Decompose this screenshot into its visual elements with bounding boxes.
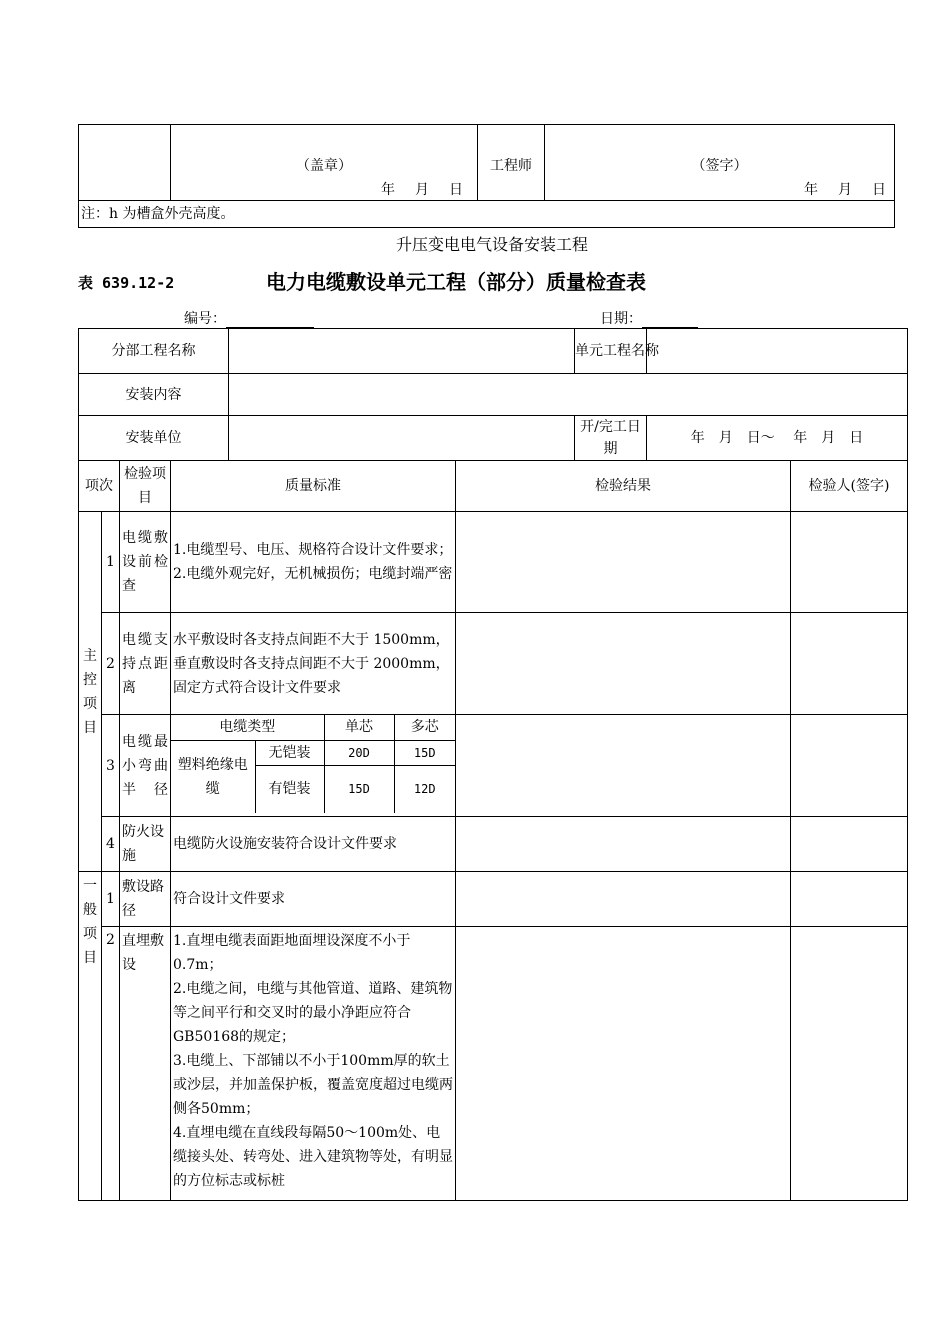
general-item-2-standard: 1.直埋电缆表面距地面埋设深度不小于0.7m； 2.电缆之间，电缆与其他管道、道路、建筑物等之间平行和交叉时的最小净距应符合GB50168的规定； 3.电缆上、下部铺以不小于100mm厚的软土或沙层，并加盖保护板，覆盖宽度超过电缆两侧各50mm； 4.直埋电缆在直线段每隔50～100m处、电缆接头处、转弯处、进入建筑物等处，有明显的方位标志或标桩 bbox=[171, 927, 456, 1201]
col-standard: 质量标准 bbox=[171, 461, 456, 512]
main-group-label: 主控项目 bbox=[79, 512, 102, 872]
main-item-4-name: 防火设施 bbox=[120, 817, 171, 872]
install-unit-label: 安装单位 bbox=[79, 416, 229, 461]
main-item-2-name: 电缆支持点距离 bbox=[120, 613, 171, 715]
main-item-1-inspector[interactable] bbox=[791, 512, 908, 613]
general-item-1-standard: 符合设计文件要求 bbox=[171, 872, 456, 927]
general-item-1-name: 敷设路径 bbox=[120, 872, 171, 927]
seal-cell bbox=[171, 125, 478, 201]
general-item-1-inspector[interactable] bbox=[791, 872, 908, 927]
main-item-3-inspector[interactable] bbox=[791, 715, 908, 817]
general-item-1-result[interactable] bbox=[456, 872, 791, 927]
table-number: 表 639.12-2 bbox=[78, 274, 175, 292]
number-blank[interactable] bbox=[226, 313, 314, 328]
start-end-label: 开/完工日期 bbox=[575, 416, 647, 461]
unit-project-value[interactable] bbox=[647, 329, 908, 374]
general-item-2-name: 直埋敷设 bbox=[120, 927, 171, 1201]
bend-radius-table bbox=[171, 715, 455, 813]
bend-radius-cell bbox=[171, 715, 456, 817]
signature-table bbox=[78, 124, 895, 228]
main-item-1-result[interactable] bbox=[456, 512, 791, 613]
main-item-2-no: 2 bbox=[102, 613, 120, 715]
bend-multi-2: 12D bbox=[394, 765, 455, 813]
bend-multi-header: 多芯 bbox=[394, 715, 455, 740]
main-item-3-result[interactable] bbox=[456, 715, 791, 817]
unit-project-label: 单元工程名称 bbox=[575, 329, 647, 374]
main-item-3-name: 电缆最小弯曲半径 bbox=[120, 715, 171, 817]
main-item-4-inspector[interactable] bbox=[791, 817, 908, 872]
bend-armor-2: 有铠装 bbox=[255, 765, 324, 813]
col-item-no: 项次 bbox=[79, 461, 120, 512]
col-result: 检验结果 bbox=[456, 461, 791, 512]
main-item-1-name: 电缆敷设前检查 bbox=[120, 512, 171, 613]
general-group-label: 一般项目 bbox=[79, 872, 102, 1201]
number-field: 编号： bbox=[184, 308, 314, 328]
main-item-2-result[interactable] bbox=[456, 613, 791, 715]
bend-single-2: 15D bbox=[324, 765, 394, 813]
general-item-2-result[interactable] bbox=[456, 927, 791, 1201]
note: 注：h 为槽盒外壳高度。 bbox=[79, 201, 895, 228]
install-unit-value[interactable] bbox=[229, 416, 575, 461]
main-item-3-no: 3 bbox=[102, 715, 120, 817]
bend-cable-kind: 塑料绝缘电缆 bbox=[171, 740, 255, 813]
col-inspector: 检验人(签字) bbox=[791, 461, 908, 512]
main-item-4-standard: 电缆防火设施安装符合设计文件要求 bbox=[171, 817, 456, 872]
blank-cell bbox=[79, 125, 171, 201]
date-range: 年 月 日～ 年 月 日 bbox=[647, 416, 908, 461]
signature-label: （签字） bbox=[691, 158, 748, 174]
install-content-value[interactable] bbox=[229, 374, 908, 416]
main-item-4-no: 4 bbox=[102, 817, 120, 872]
main-item-2-standard: 水平敷设时各支持点间距不大于 1500mm，垂直敷设时各支持点间距不大于 2000mm，固定方式符合设计文件要求 bbox=[171, 613, 456, 715]
general-item-2-inspector[interactable] bbox=[791, 927, 908, 1201]
seal-date: 年 月 日 bbox=[381, 182, 463, 198]
engineer-label: 工程师 bbox=[478, 125, 545, 201]
main-item-1-standard: 1.电缆型号、电压、规格符合设计文件要求； 2.电缆外观完好，无机械损伤；电缆封端严密 bbox=[171, 512, 456, 613]
bend-single-header: 单芯 bbox=[324, 715, 394, 740]
general-item-2-no: 2 bbox=[102, 927, 120, 1201]
install-content-label: 安装内容 bbox=[79, 374, 229, 416]
sub-project-label: 分部工程名称 bbox=[79, 329, 229, 374]
bend-multi-1: 15D bbox=[394, 740, 455, 765]
inspection-table bbox=[78, 328, 908, 1201]
date-blank[interactable] bbox=[642, 313, 698, 328]
sub-project-value[interactable] bbox=[229, 329, 575, 374]
bend-single-1: 20D bbox=[324, 740, 394, 765]
date-field: 日期： bbox=[600, 308, 698, 328]
seal-label: （盖章） bbox=[296, 158, 352, 174]
page-title: 电力电缆敷设单元工程（部分）质量检查表 bbox=[266, 270, 646, 294]
main-item-4-result[interactable] bbox=[456, 817, 791, 872]
main-item-1-no: 1 bbox=[102, 512, 120, 613]
bend-armor-1: 无铠装 bbox=[255, 740, 324, 765]
signature-date: 年 月 日 bbox=[804, 182, 886, 198]
signature-cell bbox=[545, 125, 895, 201]
project-title: 升压变电电气设备安装工程 bbox=[395, 235, 588, 254]
general-item-1-no: 1 bbox=[102, 872, 120, 927]
bend-type-header: 电缆类型 bbox=[171, 715, 324, 740]
main-item-2-inspector[interactable] bbox=[791, 613, 908, 715]
col-inspect-item: 检验项目 bbox=[120, 461, 171, 512]
